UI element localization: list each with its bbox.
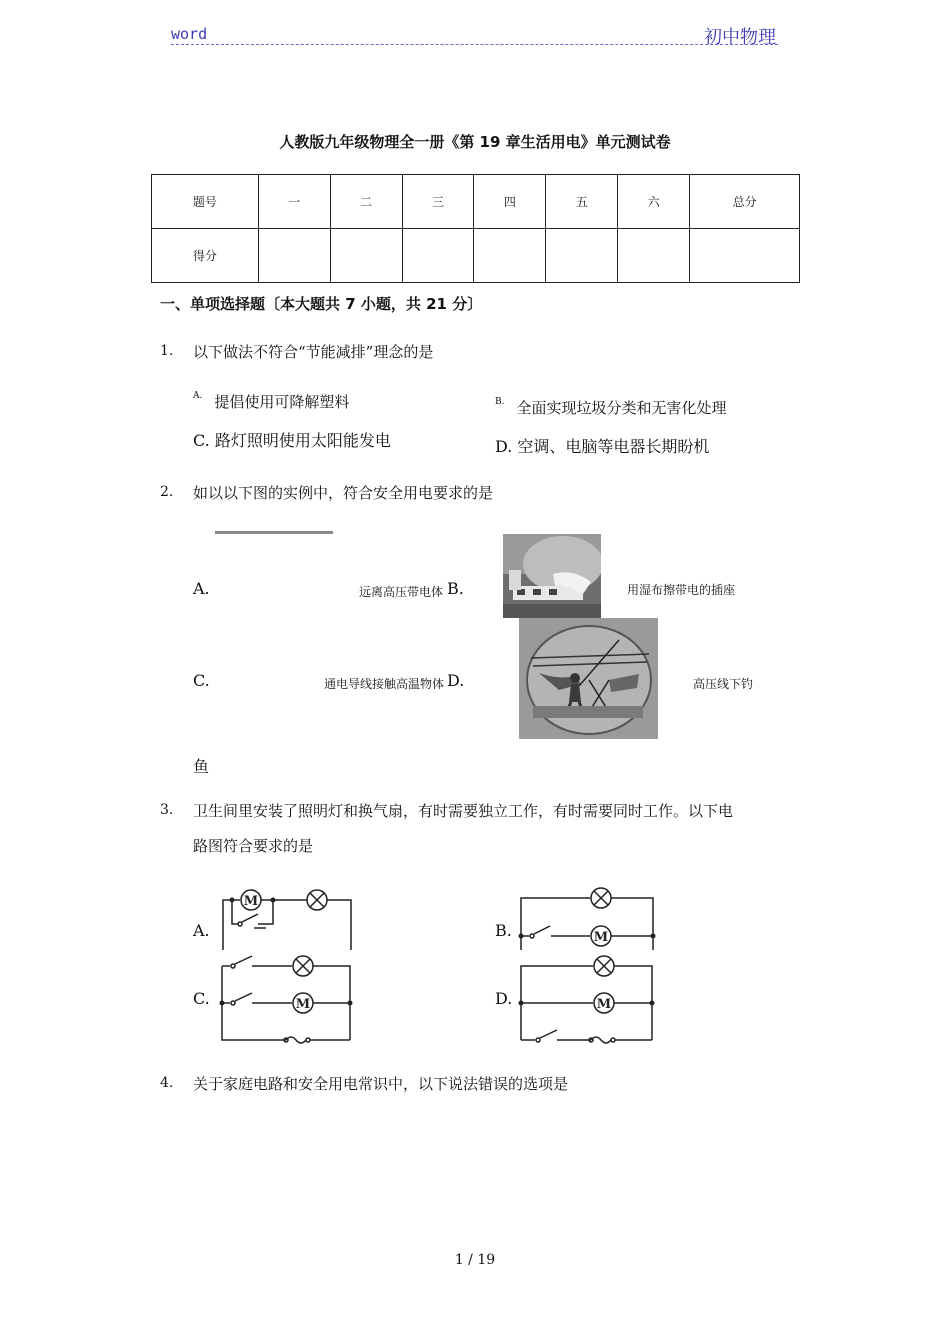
motor-label: M — [243, 894, 259, 909]
score-header-cell: 一 — [258, 175, 330, 229]
score-header-cell: 二 — [330, 175, 402, 229]
option-text: 提倡使用可降解塑料 — [214, 393, 350, 411]
question-text: 如以以下图的实例中，符合安全用电要求的是 — [193, 484, 494, 502]
score-cell — [330, 229, 402, 283]
score-table — [151, 174, 800, 283]
option-b-label: 用湿布擦带电的插座 — [627, 583, 736, 597]
score-cell — [402, 229, 474, 283]
question-text-line2: 路图符合要求的是 — [193, 837, 314, 855]
option-b — [495, 397, 727, 418]
score-cell — [474, 229, 546, 283]
score-header-cell: 总分 — [690, 175, 800, 229]
score-row-label: 得分 — [152, 229, 259, 283]
score-cell — [690, 229, 800, 283]
option-d-label-continued: 鱼 — [193, 757, 210, 776]
question-text-line1: 卫生间里安装了照明灯和换气扇，有时需要独立工作，有时需要同时工作。以下电 — [193, 802, 734, 820]
header-left: word — [171, 25, 208, 43]
header-right: 初中物理 — [704, 27, 776, 48]
option-d-letter: D. — [447, 671, 465, 690]
circuit-diagram-d — [515, 952, 660, 1047]
score-header-cell: 题号 — [152, 175, 259, 229]
question-number: 4. — [160, 1075, 174, 1091]
score-header-cell: 五 — [546, 175, 618, 229]
option-c-label: 通电导线接触高温物体 — [324, 677, 445, 691]
option-text: 全面实现垃圾分类和无害化处理 — [516, 399, 727, 417]
header-divider — [171, 44, 778, 45]
fishing-under-powerline-photo — [519, 618, 658, 739]
question-number: 3. — [160, 802, 174, 818]
option-letter: B. — [495, 397, 505, 407]
score-header-cell: 四 — [474, 175, 546, 229]
page-title: 人教版九年级物理全一册《第 19 章生活用电》单元测试卷 — [279, 133, 671, 151]
score-header-cell: 三 — [402, 175, 474, 229]
option-c-letter: C. — [193, 989, 210, 1008]
circuit-diagram-b — [515, 884, 660, 954]
question-text: 关于家庭电路和安全用电常识中，以下说法错误的选项是 — [193, 1075, 569, 1093]
option-letter: A. — [193, 391, 203, 401]
option-a — [193, 391, 349, 412]
option-d-letter: D. — [495, 989, 513, 1008]
option-a-label: 远离高压带电体 — [359, 585, 444, 599]
section-heading: 一、单项选择题〔本大题共 7 小题，共 21 分〕 — [160, 295, 483, 313]
option-c: C. 路灯照明使用太阳能发电 — [193, 431, 391, 450]
option-d: D. 空调、电脑等电器长期盼机 — [495, 437, 710, 456]
score-header-cell: 六 — [618, 175, 690, 229]
circuit-diagram-c — [216, 952, 361, 1047]
option-b-letter: B. — [447, 579, 464, 598]
option-d-label: 高压线下钓 — [693, 677, 754, 691]
question-number: 1. — [160, 343, 174, 359]
score-cell — [258, 229, 330, 283]
option-a-letter: A. — [193, 579, 210, 598]
wet-cloth-socket-photo — [503, 534, 601, 618]
motor-label: M — [596, 997, 612, 1012]
option-b-letter: B. — [495, 921, 512, 940]
motor-label: M — [295, 997, 311, 1012]
circuit-diagram-a — [218, 884, 358, 954]
page-number: 1 / 19 — [454, 1252, 496, 1268]
score-cell — [546, 229, 618, 283]
option-a-letter: A. — [193, 921, 210, 940]
score-cell — [618, 229, 690, 283]
question-number: 2. — [160, 484, 174, 500]
option-c-letter: C. — [193, 671, 210, 690]
image-placeholder-bar — [215, 531, 333, 534]
motor-label: M — [593, 930, 609, 945]
question-text: 以下做法不符合“节能减排”理念的是 — [193, 343, 434, 361]
